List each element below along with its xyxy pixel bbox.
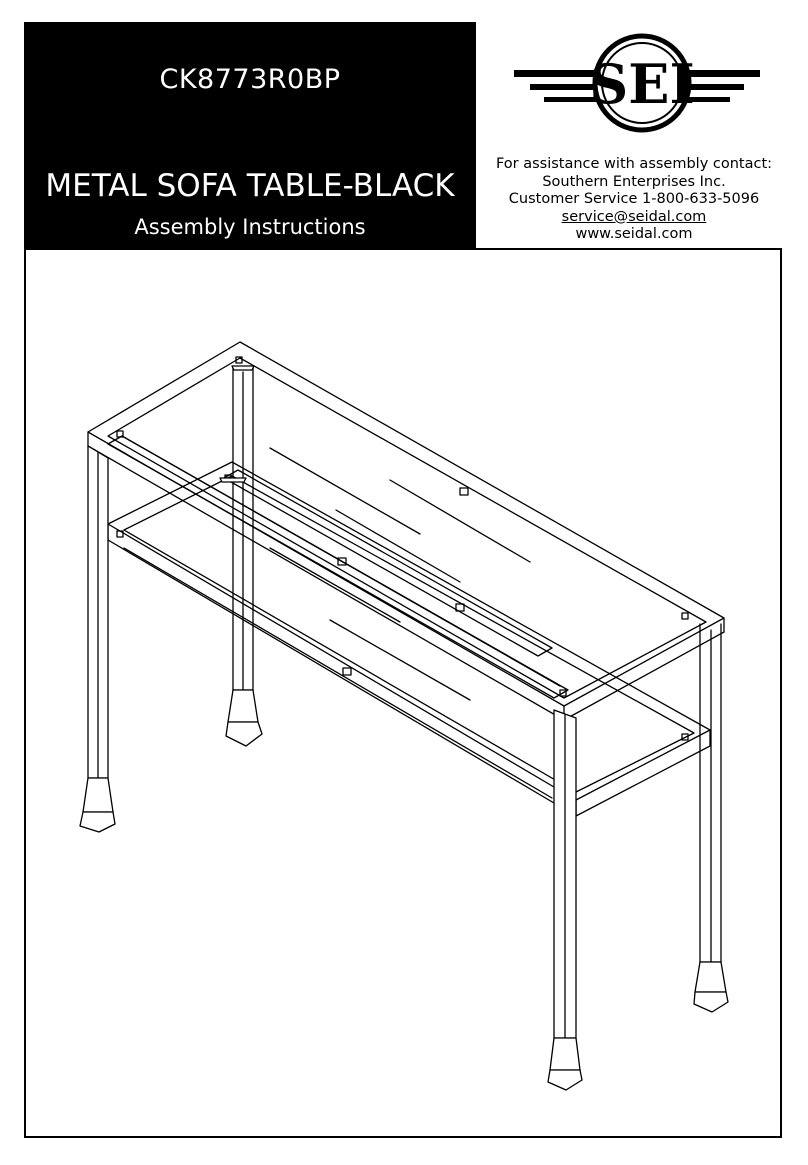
front-right-leg [548,710,582,1090]
contact-company: Southern Enterprises Inc. [542,173,726,190]
product-title: METAL SOFA TABLE-BLACK [45,168,455,204]
contact-website[interactable]: www.seidal.com [575,226,693,242]
contact-phone: Customer Service 1-800-633-5096 [508,191,760,207]
model-number: CK8773R0BP [159,64,341,95]
logo-text: SEI [589,52,695,116]
back-left-leg [226,366,262,746]
contact-intro: For assistance with assembly contact: [495,156,773,172]
lower-shelf-frame [108,462,710,816]
document-type: Assembly Instructions [134,215,366,239]
back-right-leg [694,624,728,1012]
contact-email[interactable]: service@seidal.com [561,208,707,225]
front-left-leg [80,446,115,832]
